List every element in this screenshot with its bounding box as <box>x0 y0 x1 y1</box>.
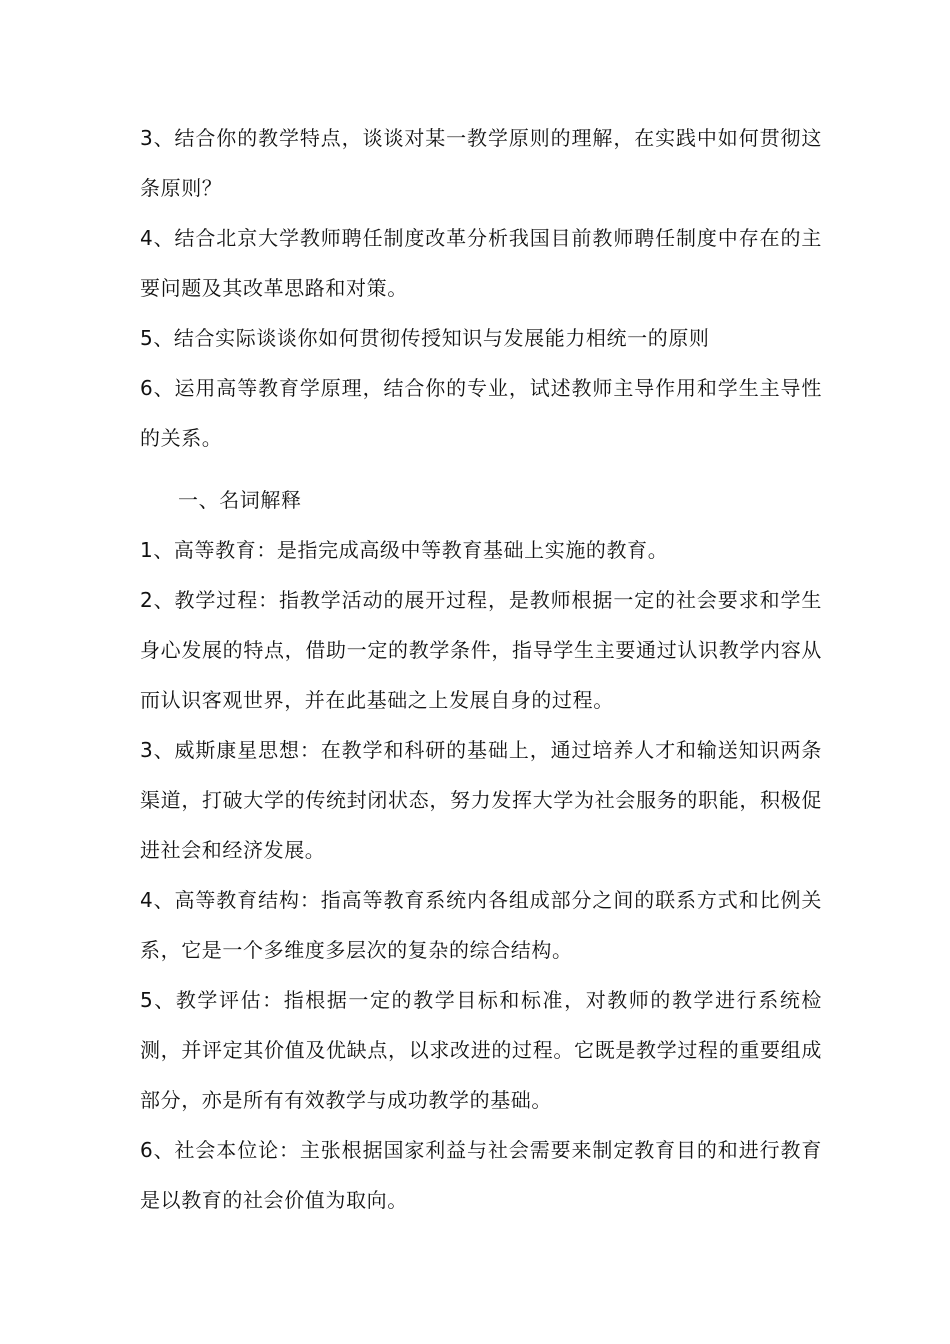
section-heading: 一、名词解释 <box>178 488 302 512</box>
question-item-6: 6、运用高等教育学原理，结合你的专业，试述教师主导作用和学生主导性的关系。 <box>140 376 822 450</box>
definition-item-4: 4、高等教育结构：指高等教育系统内各组成部分之间的联系方式和比例关系，它是一个多维度多层次的复杂的综合结构。 <box>140 888 822 962</box>
definition-item-1: 1、高等教育：是指完成高级中等教育基础上实施的教育。 <box>140 538 669 562</box>
question-item-4: 4、结合北京大学教师聘任制度改革分析我国目前教师聘任制度中存在的主要问题及其改革思路和对策。 <box>140 226 822 300</box>
definition-item-6: 6、社会本位论：主张根据国家利益与社会需要来制定教育目的和进行教育是以教育的社会价值为取向。 <box>140 1138 822 1212</box>
definition-item-5: 5、教学评估：指根据一定的教学目标和标准，对教师的教学进行系统检测，并评定其价值及优缺点，以求改进的过程。它既是教学过程的重要组成部分，亦是所有有效教学与成功教学的基础。 <box>140 988 822 1112</box>
question-item-3: 3、结合你的教学特点，谈谈对某一教学原则的理解，在实践中如何贯彻这条原则？ <box>140 126 822 200</box>
definition-item-3: 3、威斯康星思想：在教学和科研的基础上，通过培养人才和输送知识两条渠道，打破大学的传统封闭状态，努力发挥大学为社会服务的职能，积极促进社会和经济发展。 <box>140 738 822 862</box>
definition-item-2: 2、教学过程：指教学活动的展开过程，是教师根据一定的社会要求和学生身心发展的特点，借助一定的教学条件，指导学生主要通过认识教学内容从而认识客观世界，并在此基础之上发展自身的过程。 <box>140 588 822 712</box>
question-item-5: 5、结合实际谈谈你如何贯彻传授知识与发展能力相统一的原则 <box>140 326 710 350</box>
document-body <box>140 113 822 1225</box>
